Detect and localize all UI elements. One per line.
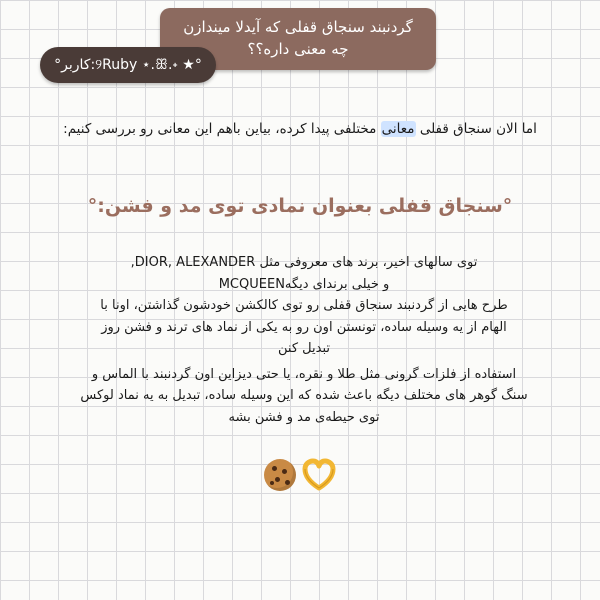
emoji-row (0, 456, 600, 496)
body-line: توی حیطه‌ی مد و فشن بشه (228, 409, 380, 425)
intro-highlight: معانی (381, 121, 415, 137)
body-line: سنگ گوهر های مختلف دیگه باعث شده که این وسیله ساده، تبدیل به یه نماد لوکس (80, 388, 528, 403)
question-line-1: گردنبند سنجاق قفلی که آیدلا میندازن (183, 18, 413, 36)
heart-hands-icon (302, 456, 336, 494)
section-heading: °سنجاق قفلی بعنوان نمادی توی مد و فشن:° (87, 195, 513, 217)
user-tag: °★ ˖.୨Ruby ⋆.ꕥ:کاربر° (40, 47, 216, 83)
body-line: توی سالهای اخیر، برند های معروفی مثل DIOR, ALEXANDER, (130, 255, 478, 270)
question-line-2: چه معنی داره؟؟ (247, 40, 349, 58)
intro-text (60, 120, 540, 139)
body-text (34, 252, 574, 428)
intro-before: اما الان سنجاق قفلی (415, 121, 537, 137)
body-line: تبدیل کنن (278, 341, 330, 356)
body-line: الهام از یه وسیله ساده، تونستن اون رو به یکی از نماد های ترند و فشن روز (101, 319, 507, 335)
body-line: استفاده از فلزات گرونی مثل طلا و نقره، یا حتی دیزاین اون گردنبند با الماس و (91, 366, 517, 382)
cookie-icon (264, 459, 296, 491)
intro-after: مختلفی پیدا کرده، بیاین باهم این معانی رو بررسی کنیم: (63, 121, 381, 137)
body-line: طرح هایی از گردنبند سنجاق قفلی رو توی کالکشن خودشون گذاشتن، اونا با (100, 298, 508, 313)
body-line: و خیلی برندای دیگهMCQUEEN (218, 276, 390, 292)
